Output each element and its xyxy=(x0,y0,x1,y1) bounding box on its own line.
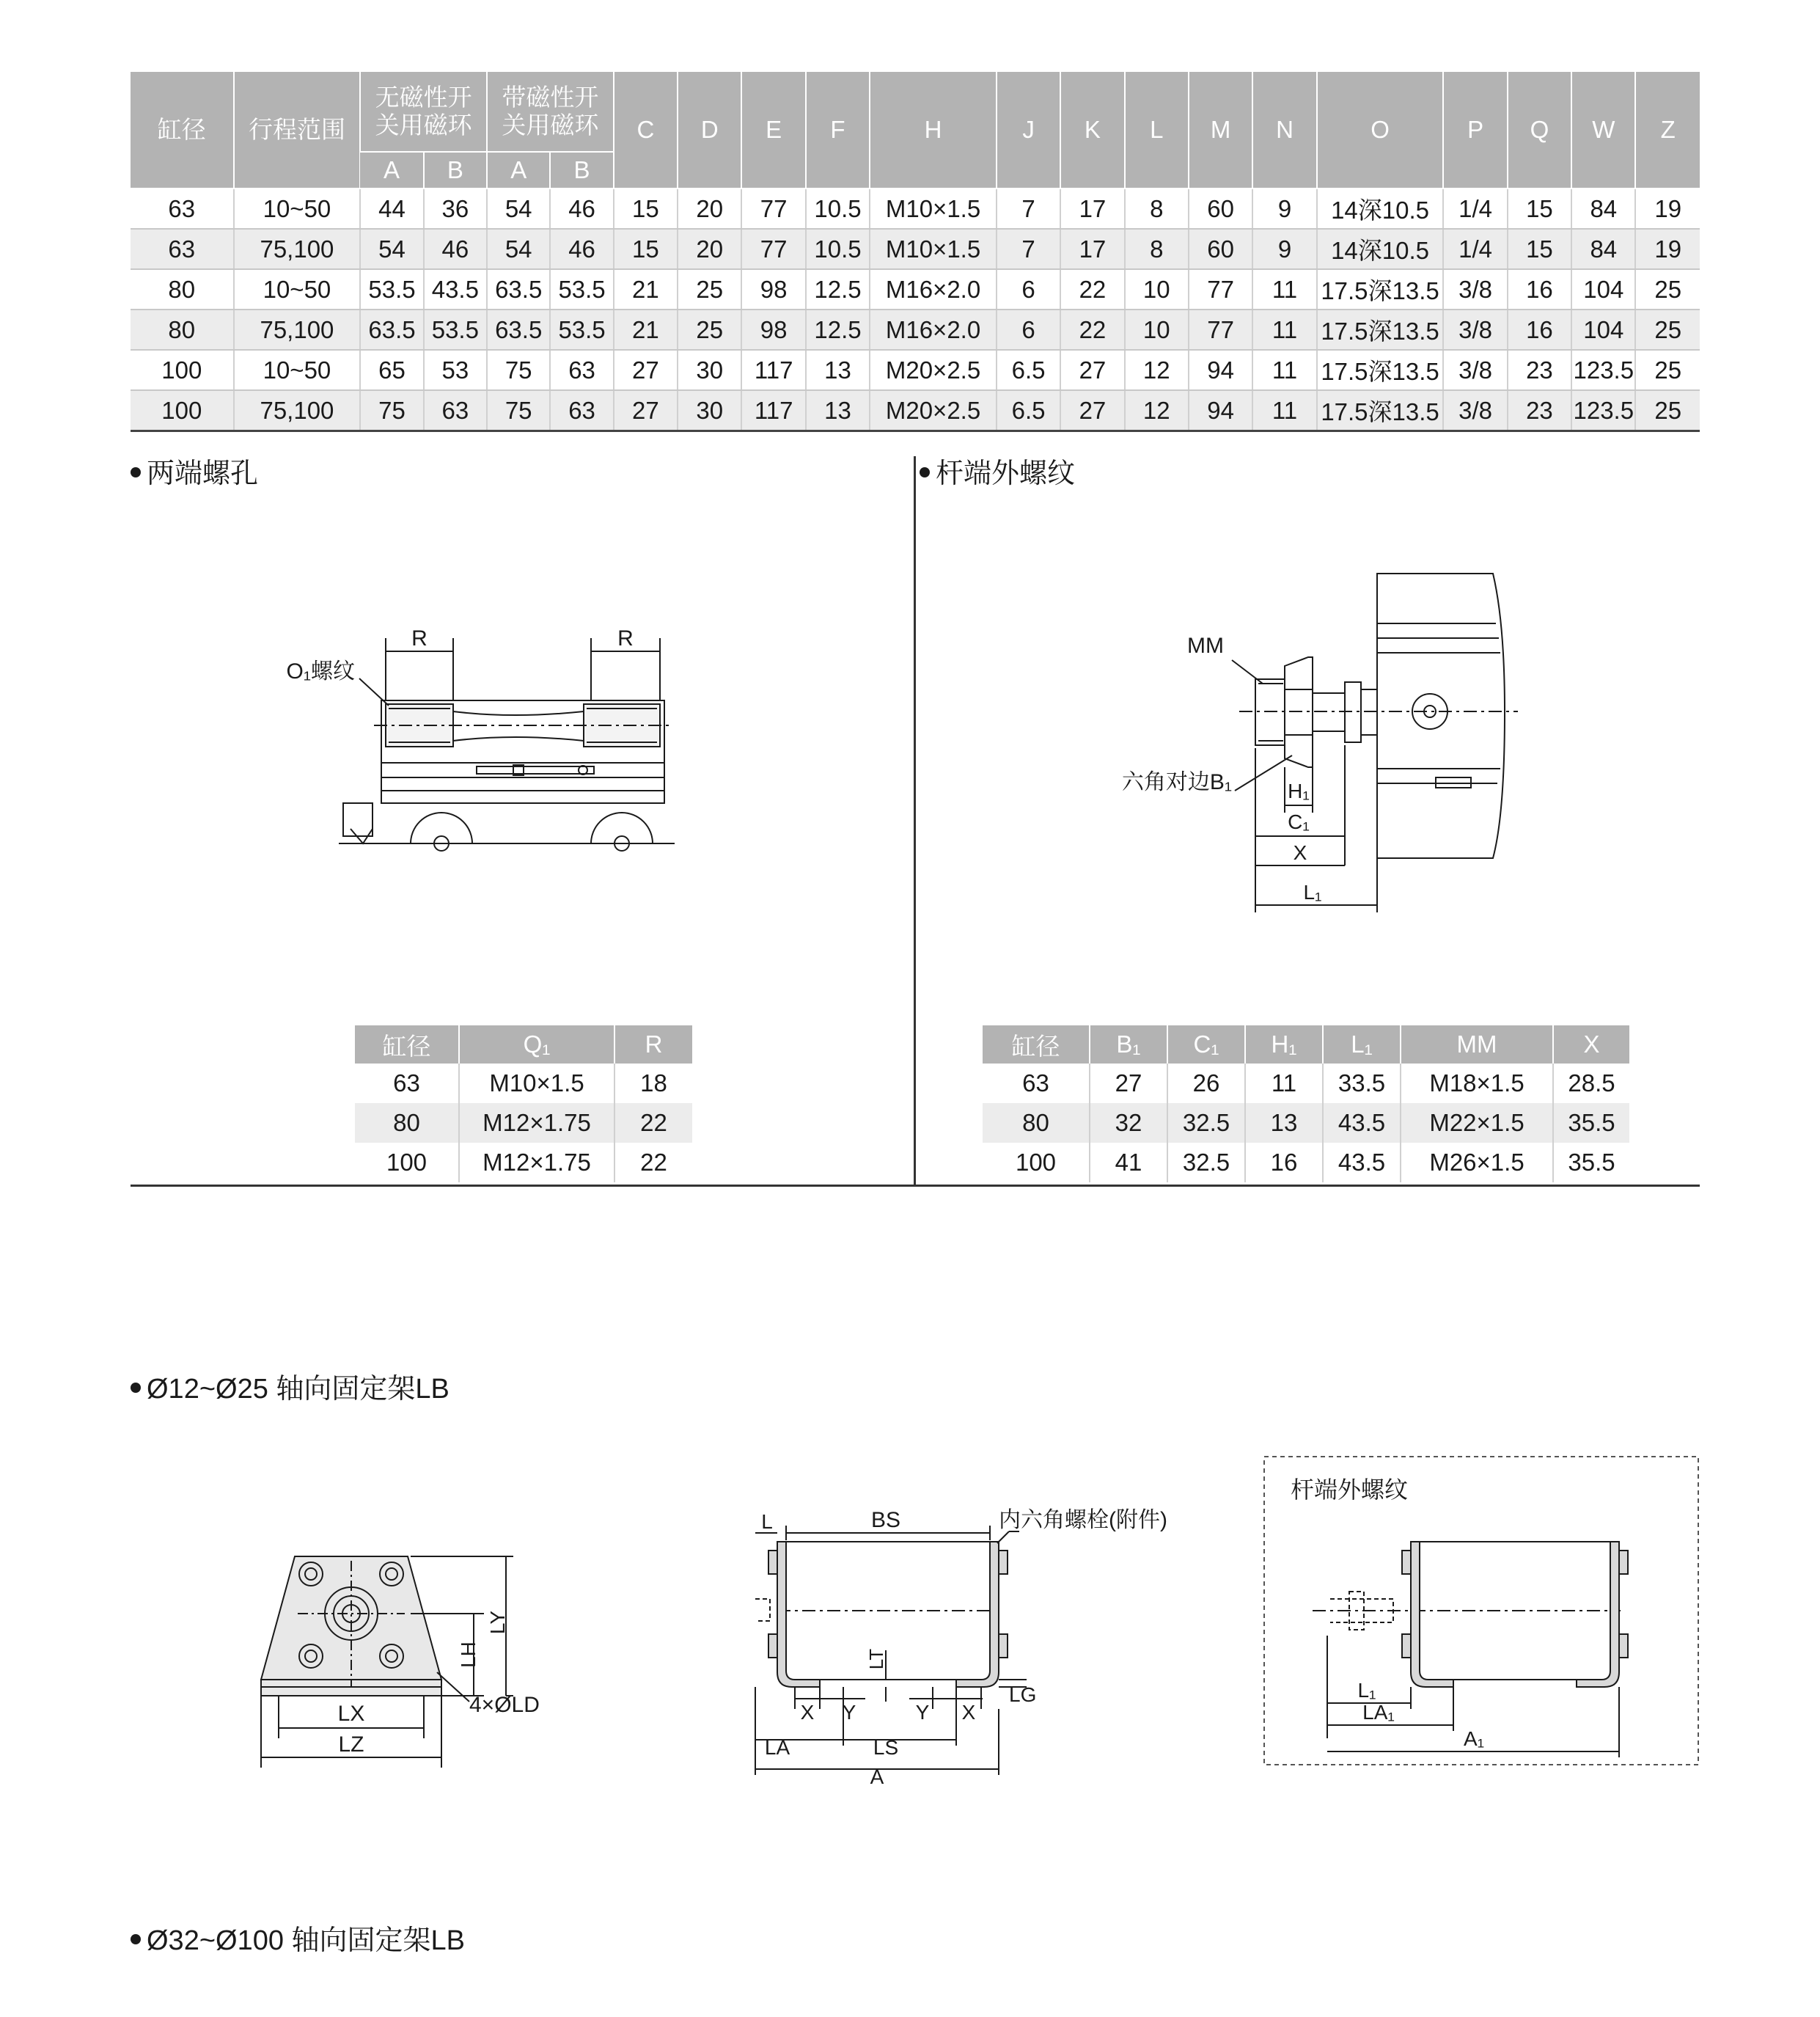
table-cell: 36 xyxy=(424,188,487,229)
table-cell: 35.5 xyxy=(1553,1143,1629,1182)
lb-small-title: Ø12~Ø25 轴向固定架LB xyxy=(131,1366,450,1406)
bullet-icon xyxy=(131,467,141,477)
table-row xyxy=(131,229,1700,269)
table-cell: 104 xyxy=(1571,310,1635,350)
table-row xyxy=(131,269,1700,310)
table-header-cell: 缸径 xyxy=(355,1025,459,1064)
header-h: H xyxy=(870,72,997,188)
label-o1-thread: O₁螺纹 xyxy=(286,659,355,684)
table-cell: 27 xyxy=(1090,1064,1167,1103)
table-cell: 15 xyxy=(1508,188,1571,229)
table-cell: 10 xyxy=(1125,269,1189,310)
table-cell: 80 xyxy=(131,310,234,350)
dim-l: L xyxy=(761,1510,773,1533)
dim-c1: C₁ xyxy=(1288,810,1310,833)
table-cell: 43.5 xyxy=(424,269,487,310)
table-header-cell: R xyxy=(614,1025,692,1064)
table-cell: 53.5 xyxy=(424,310,487,350)
table-row xyxy=(355,1103,692,1143)
table-cell: 25 xyxy=(1635,269,1700,310)
header-stroke: 行程范围 xyxy=(234,72,361,188)
table-cell: 80 xyxy=(355,1103,459,1143)
main-table-body xyxy=(131,188,1700,431)
table-cell: 10.5 xyxy=(806,229,870,269)
table-cell: 6 xyxy=(997,310,1060,350)
table-cell: 43.5 xyxy=(1323,1143,1401,1182)
table-cell: 6.5 xyxy=(997,350,1060,390)
table-cell: 54 xyxy=(487,229,550,269)
rod-box-title: 杆端外螺纹 xyxy=(1291,1476,1409,1503)
table-cell: 25 xyxy=(1635,350,1700,390)
table-cell: 15 xyxy=(614,188,678,229)
table-cell: 123.5 xyxy=(1571,390,1635,431)
table-cell: 46 xyxy=(550,229,613,269)
dim-lh: LH xyxy=(457,1641,480,1668)
table-cell: 23 xyxy=(1508,390,1571,431)
dim-y-right: Y xyxy=(915,1701,930,1724)
table-cell: 26 xyxy=(1167,1064,1245,1103)
table-cell: 63 xyxy=(1022,1069,1049,1097)
table-cell: 75 xyxy=(487,350,550,390)
table-cell: 63 xyxy=(550,390,613,431)
table-cell: 15 xyxy=(614,229,678,269)
header-sub-a: A xyxy=(487,152,550,188)
dim-la1: LA₁ xyxy=(1362,1701,1395,1724)
table-cell: 17.5深13.5 xyxy=(1317,269,1444,310)
table-cell: M18×1.5 xyxy=(1401,1064,1553,1103)
table-cell: 12 xyxy=(1125,350,1189,390)
table-cell: 94 xyxy=(1189,350,1252,390)
rod-thread-drawing xyxy=(1100,565,1672,931)
header-q: Q xyxy=(1508,72,1571,188)
holes-table xyxy=(355,1025,692,1182)
table-cell: 84 xyxy=(1571,229,1635,269)
table-cell: 46 xyxy=(550,188,613,229)
dim-ls: LS xyxy=(873,1736,899,1759)
dim-l1: L₁ xyxy=(1303,881,1322,904)
table-cell: 100 xyxy=(386,1149,428,1176)
table-cell: 77 xyxy=(741,188,805,229)
dim-lt: LT xyxy=(865,1648,887,1670)
table-row xyxy=(131,350,1700,390)
table-header-cell: X xyxy=(1553,1025,1629,1064)
table-cell: 53.5 xyxy=(550,310,613,350)
table-cell: 28.5 xyxy=(1553,1064,1629,1103)
table-cell: 7 xyxy=(997,188,1060,229)
table-cell: 16 xyxy=(1508,310,1571,350)
table-cell: 20 xyxy=(678,229,741,269)
table-cell: 77 xyxy=(1189,269,1252,310)
table-cell: 3/8 xyxy=(1443,269,1507,310)
table-cell: 17 xyxy=(1060,188,1124,229)
main-dimension-table xyxy=(131,72,1700,432)
holes-section-title: 两端螺孔 xyxy=(131,450,258,491)
table-cell: 22 xyxy=(1060,269,1124,310)
table-cell: 63.5 xyxy=(487,310,550,350)
table-row xyxy=(131,310,1700,350)
dim-ly: LY xyxy=(486,1610,509,1635)
table-cell: 43.5 xyxy=(1323,1103,1401,1143)
lb-rod-thread-box xyxy=(1261,1452,1701,1768)
table-cell: M20×2.5 xyxy=(870,390,997,431)
table-row xyxy=(983,1143,1629,1182)
table-header-cell: H₁ xyxy=(1245,1025,1323,1064)
dim-l1-box: L₁ xyxy=(1357,1679,1376,1702)
table-header-cell: C₁ xyxy=(1167,1025,1245,1064)
header-e: E xyxy=(741,72,805,188)
table-cell: 27 xyxy=(614,390,678,431)
table-cell: 13 xyxy=(806,390,870,431)
header-z: Z xyxy=(1635,72,1700,188)
table-cell: 1/4 xyxy=(1443,188,1507,229)
table-cell: M12×1.75 xyxy=(459,1103,614,1143)
table-cell: 18 xyxy=(614,1064,692,1103)
table-row xyxy=(355,1064,692,1103)
dim-x: X xyxy=(1293,841,1307,864)
table-cell: M12×1.75 xyxy=(459,1143,614,1182)
table-cell: 75 xyxy=(360,390,423,431)
dim-la: LA xyxy=(764,1736,790,1759)
table-row xyxy=(355,1143,692,1182)
table-cell: 17.5深13.5 xyxy=(1317,310,1444,350)
table-cell: 19 xyxy=(1635,229,1700,269)
table-cell: 6 xyxy=(997,269,1060,310)
table-cell: 117 xyxy=(741,350,805,390)
table-cell: 1/4 xyxy=(1443,229,1507,269)
end-holes-drawing xyxy=(286,616,689,858)
table-cell: M20×2.5 xyxy=(870,350,997,390)
table-cell: 94 xyxy=(1189,390,1252,431)
table-cell: 27 xyxy=(1060,350,1124,390)
table-cell: 27 xyxy=(1060,390,1124,431)
header-j: J xyxy=(997,72,1060,188)
table-row xyxy=(131,390,1700,431)
table-cell: 17.5深13.5 xyxy=(1317,390,1444,431)
rod-thread-table xyxy=(983,1025,1629,1182)
table-row xyxy=(983,1064,1629,1103)
table-cell: 23 xyxy=(1508,350,1571,390)
table-cell: 77 xyxy=(741,229,805,269)
table-cell: 9 xyxy=(1252,188,1316,229)
header-sub-a: A xyxy=(360,152,423,188)
header-k: K xyxy=(1060,72,1124,188)
table-cell: 117 xyxy=(741,390,805,431)
table-cell: 11 xyxy=(1252,350,1316,390)
header-l: L xyxy=(1125,72,1189,188)
table-cell: 104 xyxy=(1571,269,1635,310)
table-cell: 22 xyxy=(614,1103,692,1143)
table-cell: 22 xyxy=(614,1143,692,1182)
header-o: O xyxy=(1317,72,1444,188)
table-cell: 98 xyxy=(741,269,805,310)
dim-x-right: X xyxy=(961,1701,976,1724)
table-cell: 12 xyxy=(1125,390,1189,431)
table-cell: 21 xyxy=(614,269,678,310)
table-cell: 16 xyxy=(1508,269,1571,310)
dim-4x-ld: 4×ØLD xyxy=(469,1693,540,1717)
table-cell: 7 xyxy=(997,229,1060,269)
table-cell: 6.5 xyxy=(997,390,1060,431)
header-p: P xyxy=(1443,72,1507,188)
table-cell: 11 xyxy=(1245,1064,1323,1103)
table-cell: 17 xyxy=(1060,229,1124,269)
table-cell: 11 xyxy=(1252,310,1316,350)
dim-a1: A₁ xyxy=(1463,1727,1485,1750)
table-cell: 75,100 xyxy=(234,310,361,350)
table-cell: 63.5 xyxy=(360,310,423,350)
table-cell: 65 xyxy=(360,350,423,390)
table-cell: 11 xyxy=(1252,390,1316,431)
table-cell: 98 xyxy=(741,310,805,350)
table-cell: 14深10.5 xyxy=(1317,229,1444,269)
table-cell: 32 xyxy=(1090,1103,1167,1143)
table-cell: 46 xyxy=(424,229,487,269)
header-c: C xyxy=(614,72,678,188)
table-cell: 100 xyxy=(1015,1149,1057,1176)
table-cell: 25 xyxy=(678,269,741,310)
table-cell: 21 xyxy=(614,310,678,350)
table-cell: 11 xyxy=(1252,269,1316,310)
table-cell: 27 xyxy=(614,350,678,390)
table-cell: 53.5 xyxy=(360,269,423,310)
header-sub-b: B xyxy=(424,152,487,188)
header-d: D xyxy=(678,72,741,188)
table-cell: 63 xyxy=(393,1069,420,1097)
table-cell: 123.5 xyxy=(1571,350,1635,390)
table-cell: M10×1.5 xyxy=(459,1064,614,1103)
table-cell: 75,100 xyxy=(234,390,361,431)
table-cell: 100 xyxy=(131,390,234,431)
dim-r-left: R xyxy=(411,626,428,651)
table-cell: 60 xyxy=(1189,188,1252,229)
table-header-cell: L₁ xyxy=(1323,1025,1401,1064)
table-cell: M16×2.0 xyxy=(870,269,997,310)
table-cell: 12.5 xyxy=(806,310,870,350)
table-cell: 80 xyxy=(983,1103,1090,1143)
dim-y-left: Y xyxy=(842,1701,856,1724)
table-header-cell: B₁ xyxy=(1090,1025,1167,1064)
table-cell: 3/8 xyxy=(1443,310,1507,350)
table-cell: 13 xyxy=(1245,1103,1323,1143)
table-cell: M16×2.0 xyxy=(870,310,997,350)
table-cell: M10×1.5 xyxy=(870,188,997,229)
rod-section-title: 杆端外螺纹 xyxy=(920,450,1075,491)
table-cell: 30 xyxy=(678,390,741,431)
lb-front-view-drawing xyxy=(249,1540,601,1775)
section-bottom-rule xyxy=(131,1185,1700,1187)
table-cell: 63.5 xyxy=(487,269,550,310)
table-cell: 63 xyxy=(131,229,234,269)
table-cell: 63 xyxy=(131,188,234,229)
label-hex-bolt: 内六角螺栓(附件) xyxy=(999,1508,1167,1532)
table-cell: 63 xyxy=(424,390,487,431)
dim-lx: LX xyxy=(337,1702,365,1726)
table-cell: 33.5 xyxy=(1323,1064,1401,1103)
table-cell: M22×1.5 xyxy=(1401,1103,1553,1143)
table-header-cell: 缸径 xyxy=(983,1025,1090,1064)
table-cell: 75,100 xyxy=(234,229,361,269)
table-cell: 10.5 xyxy=(806,188,870,229)
table-cell: 8 xyxy=(1125,188,1189,229)
dim-bs: BS xyxy=(870,1508,901,1532)
table-cell: 10~50 xyxy=(234,350,361,390)
dim-r-right: R xyxy=(617,626,634,651)
table-cell: 19 xyxy=(1635,188,1700,229)
header-f: F xyxy=(806,72,870,188)
header-no-magnet: 无磁性开关用磁环 xyxy=(360,72,487,152)
header-n: N xyxy=(1252,72,1316,188)
table-cell: 44 xyxy=(360,188,423,229)
table-cell: 10~50 xyxy=(234,269,361,310)
table-cell: 32.5 xyxy=(1167,1143,1245,1182)
table-cell: 3/8 xyxy=(1443,350,1507,390)
table-header-cell: Q₁ xyxy=(459,1025,614,1064)
dim-h1: H₁ xyxy=(1288,780,1310,802)
table-cell: 25 xyxy=(1635,310,1700,350)
table-cell: 10~50 xyxy=(234,188,361,229)
table-cell: 100 xyxy=(131,350,234,390)
dim-lg: LG xyxy=(1009,1683,1037,1706)
table-cell: 54 xyxy=(360,229,423,269)
table-cell: 12.5 xyxy=(806,269,870,310)
table-cell: 10 xyxy=(1125,310,1189,350)
table-cell: 17.5深13.5 xyxy=(1317,350,1444,390)
table-cell: 13 xyxy=(806,350,870,390)
header-m: M xyxy=(1189,72,1252,188)
table-cell: 30 xyxy=(678,350,741,390)
table-cell: 35.5 xyxy=(1553,1103,1629,1143)
lb-side-view-drawing xyxy=(741,1504,1210,1797)
label-hex-b1: 六角对边B₁ xyxy=(1121,770,1232,794)
table-row xyxy=(983,1103,1629,1143)
table-cell: 14深10.5 xyxy=(1317,188,1444,229)
table-cell: 84 xyxy=(1571,188,1635,229)
table-cell: 53 xyxy=(424,350,487,390)
table-cell: 20 xyxy=(678,188,741,229)
bullet-icon xyxy=(920,467,930,477)
table-cell: 53.5 xyxy=(550,269,613,310)
table-cell: 9 xyxy=(1252,229,1316,269)
table-cell: M26×1.5 xyxy=(1401,1143,1553,1182)
table-cell: 25 xyxy=(1635,390,1700,431)
table-cell: M10×1.5 xyxy=(870,229,997,269)
header-sub-b: B xyxy=(550,152,613,188)
table-header-cell: MM xyxy=(1401,1025,1553,1064)
table-cell: 80 xyxy=(131,269,234,310)
table-cell: 54 xyxy=(487,188,550,229)
table-cell: 8 xyxy=(1125,229,1189,269)
table-cell: 15 xyxy=(1508,229,1571,269)
table-cell: 22 xyxy=(1060,310,1124,350)
lb-large-title: Ø32~Ø100 轴向固定架LB xyxy=(131,1917,465,1958)
header-with-magnet: 带磁性开关用磁环 xyxy=(487,72,614,152)
section-divider xyxy=(914,456,916,1187)
dim-lz: LZ xyxy=(338,1732,364,1757)
table-row xyxy=(131,188,1700,229)
dim-a: A xyxy=(870,1765,884,1788)
table-cell: 25 xyxy=(678,310,741,350)
table-cell: 75 xyxy=(487,390,550,431)
header-bore: 缸径 xyxy=(131,72,234,188)
table-cell: 32.5 xyxy=(1167,1103,1245,1143)
label-mm: MM xyxy=(1187,634,1224,658)
header-w: W xyxy=(1571,72,1635,188)
bullet-icon xyxy=(131,1383,141,1393)
table-cell: 41 xyxy=(1090,1143,1167,1182)
table-cell: 16 xyxy=(1245,1143,1323,1182)
table-cell: 63 xyxy=(550,350,613,390)
table-cell: 77 xyxy=(1189,310,1252,350)
table-cell: 3/8 xyxy=(1443,390,1507,431)
table-cell: 60 xyxy=(1189,229,1252,269)
dim-x-left: X xyxy=(800,1701,815,1724)
bullet-icon xyxy=(131,1934,141,1944)
